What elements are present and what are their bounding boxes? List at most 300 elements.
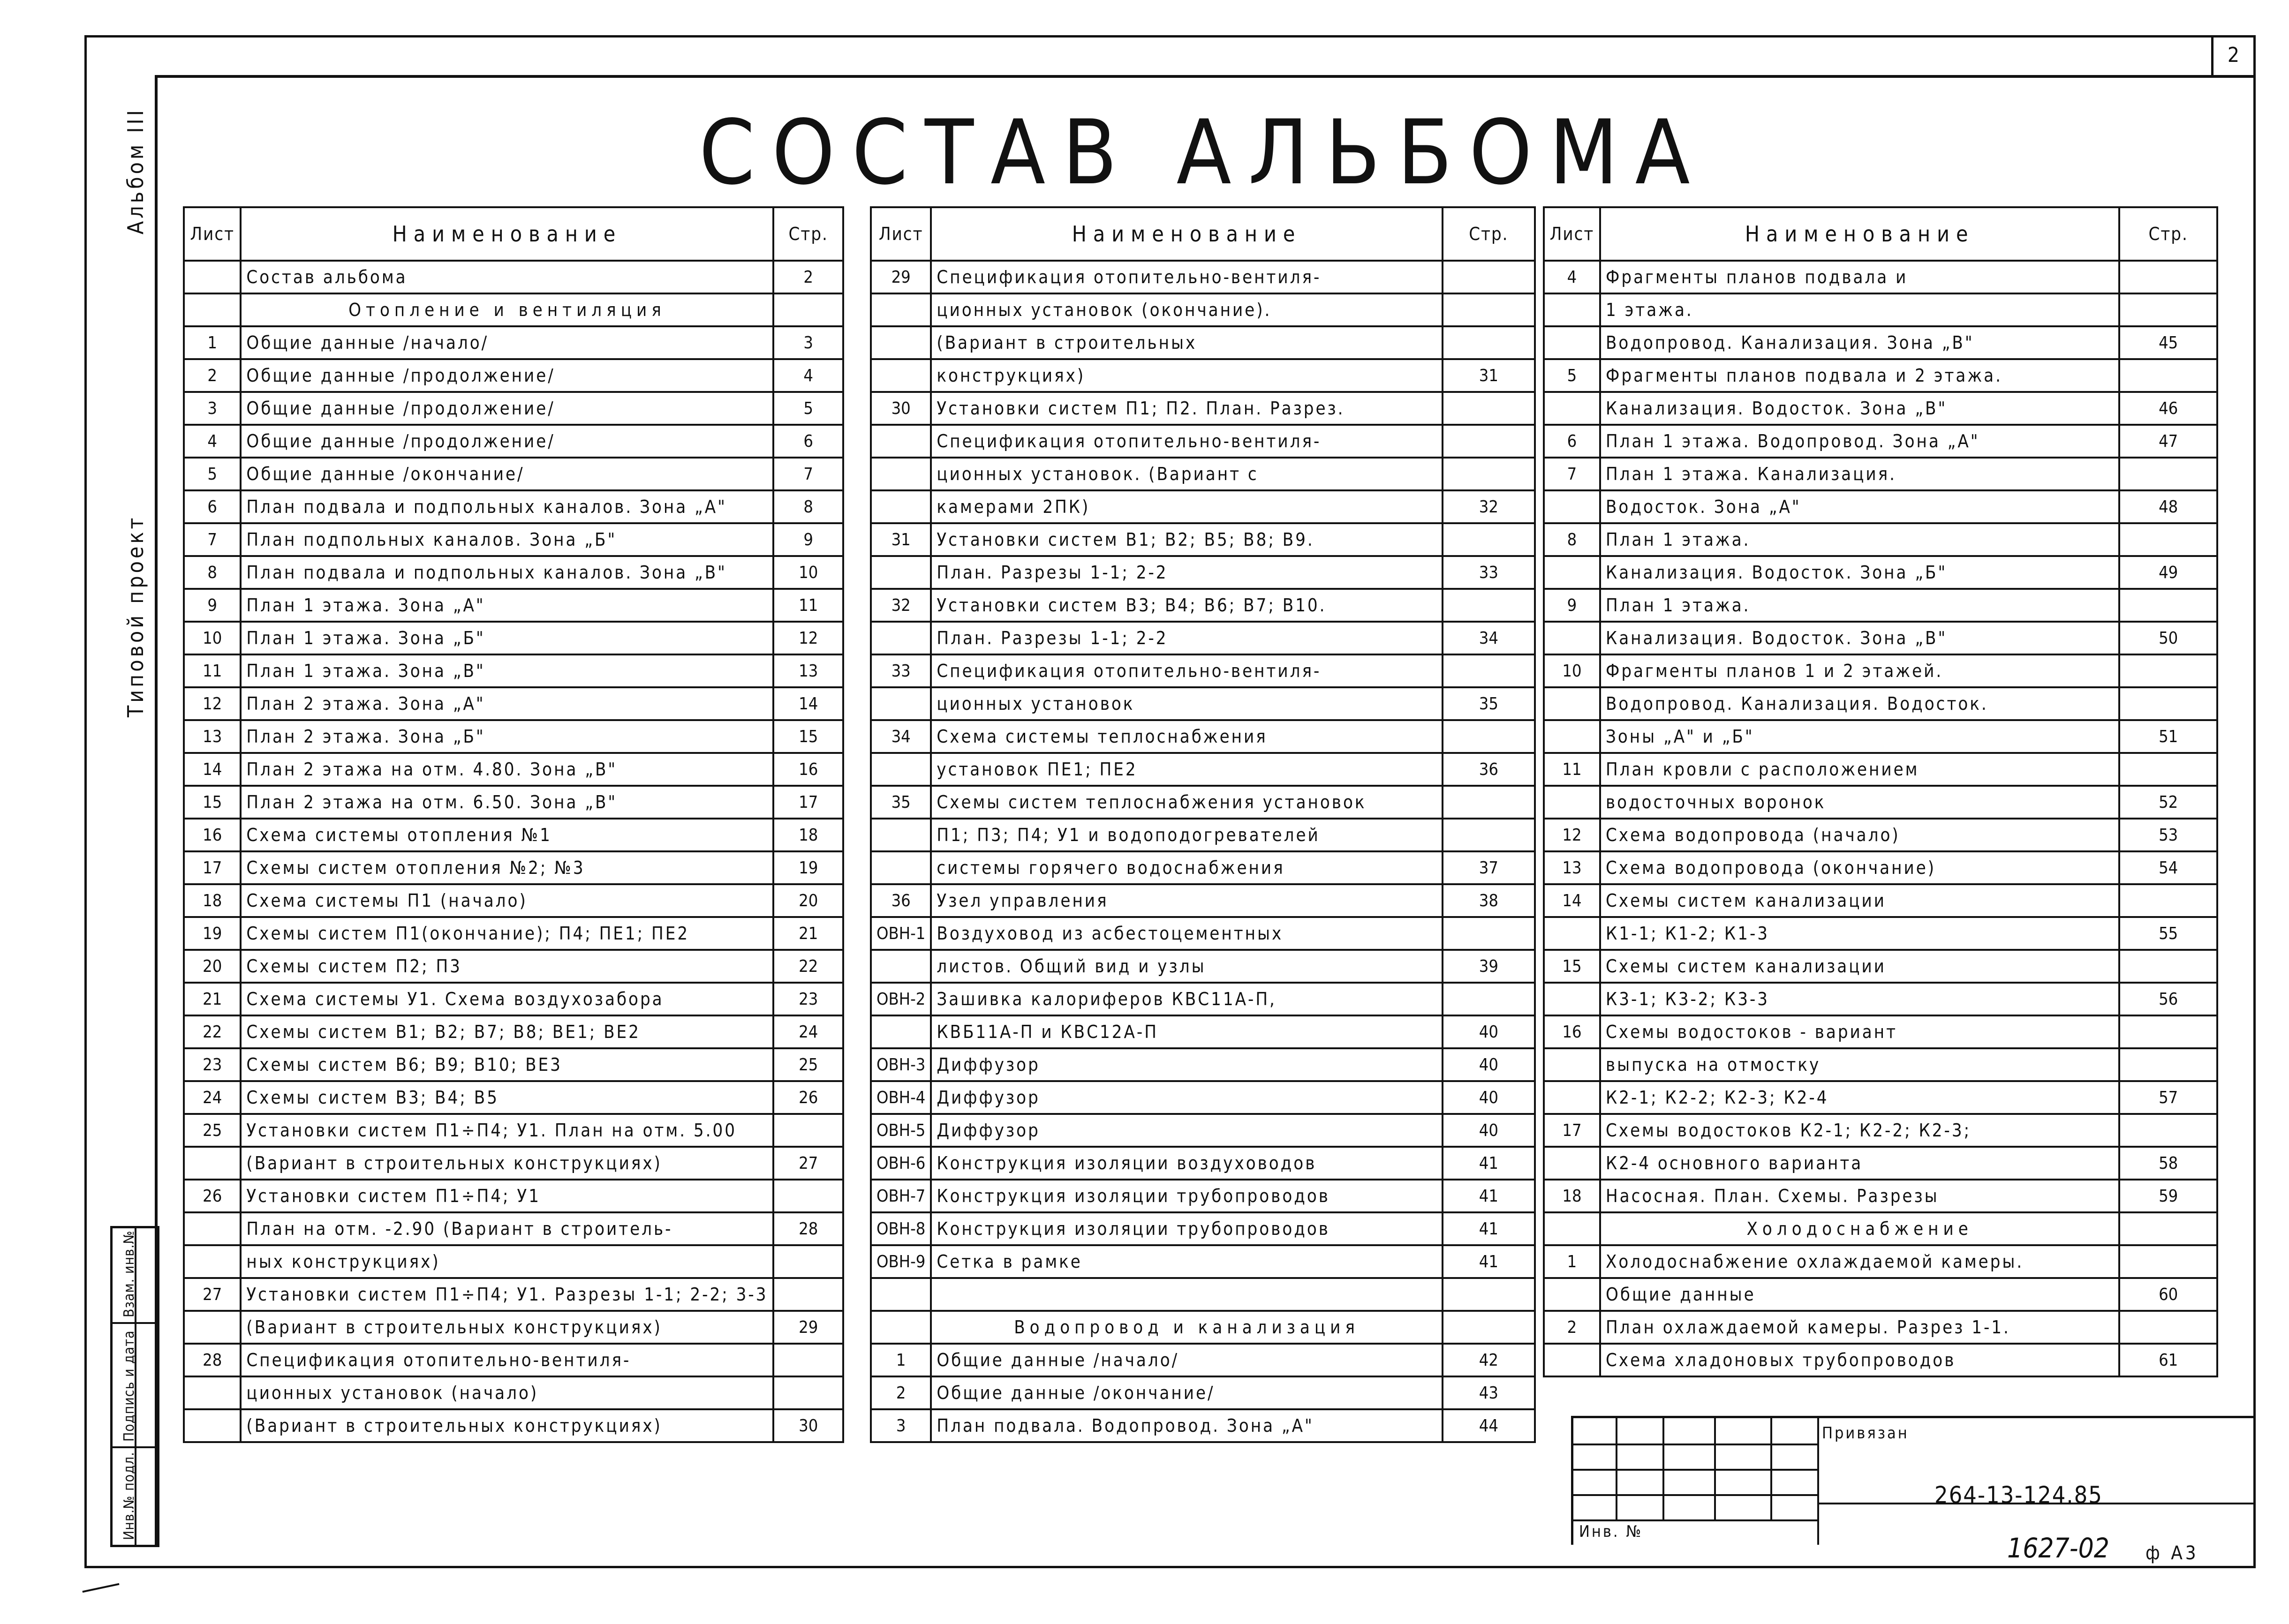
toc-row xyxy=(184,753,843,786)
page-ref xyxy=(1443,983,1535,1015)
toc-row xyxy=(871,1344,1535,1376)
toc-row xyxy=(184,556,843,589)
page-ref xyxy=(2119,589,2217,622)
page-ref xyxy=(773,1180,843,1212)
page-ref: 34 xyxy=(1443,622,1535,654)
sheet-number xyxy=(1544,1147,1600,1180)
sheet-number: ОВН-3 xyxy=(871,1048,931,1081)
toc-row xyxy=(871,1114,1535,1147)
entry-name: Общие данные /продолжение/ xyxy=(241,425,773,458)
entry-name: Конструкция изоляции воздуховодов xyxy=(931,1147,1442,1180)
entry-name: выпуска на отмостку xyxy=(1600,1048,2119,1081)
sheet-number: 9 xyxy=(1544,589,1600,622)
page-ref: 15 xyxy=(773,720,843,753)
header-sheet: Лист xyxy=(1544,207,1600,261)
toc-row xyxy=(1544,1114,2217,1147)
entry-name: План 1 этажа. Водопровод. Зона „А" xyxy=(1600,425,2119,458)
entry-name: системы горячего водоснабжения xyxy=(931,851,1442,884)
page-ref: 38 xyxy=(1443,884,1535,917)
entry-name: Спецификация отопительно-вентиля- xyxy=(931,654,1442,687)
page-ref: 46 xyxy=(2119,392,2217,425)
entry-name xyxy=(931,1278,1442,1311)
entry-name: Схемы систем В1; В2; В7; В8; ВЕ1; ВЕ2 xyxy=(241,1015,773,1048)
toc-row xyxy=(184,490,843,523)
entry-name: План на отм. -2.90 (Вариант в строитель- xyxy=(241,1212,773,1245)
entry-name: Состав альбома xyxy=(241,261,773,293)
inv-orig-label: Инв.№ подл. xyxy=(121,1451,137,1540)
toc-row xyxy=(184,1245,843,1278)
page-ref xyxy=(1443,1278,1535,1311)
page-ref xyxy=(1443,458,1535,490)
toc-row xyxy=(184,425,843,458)
sheet-number: 3 xyxy=(184,392,241,425)
toc-row xyxy=(1544,753,2217,786)
toc-row xyxy=(871,293,1535,326)
toc-row xyxy=(871,261,1535,293)
attached-label: Привязан xyxy=(1822,1424,1909,1443)
sheet-number: 11 xyxy=(1544,753,1600,786)
entry-name: Схема системы отопления №1 xyxy=(241,819,773,851)
sheet-number: 33 xyxy=(871,654,931,687)
sheet-number xyxy=(184,261,241,293)
sheet-number: 24 xyxy=(184,1081,241,1114)
sheet-number xyxy=(871,819,931,851)
toc-row xyxy=(871,1278,1535,1311)
page-ref xyxy=(773,1344,843,1376)
sheet-number xyxy=(871,753,931,786)
page-ref xyxy=(1443,293,1535,326)
toc-row xyxy=(871,819,1535,851)
toc-row xyxy=(1544,1180,2217,1212)
sheet-number xyxy=(1544,1278,1600,1311)
toc-row xyxy=(184,1147,843,1180)
page-ref: 59 xyxy=(2119,1180,2217,1212)
entry-name: Схемы систем В6; В9; В10; ВЕ3 xyxy=(241,1048,773,1081)
entry-name: Общие данные /начало/ xyxy=(931,1344,1442,1376)
entry-name: Общие данные /окончание/ xyxy=(931,1376,1442,1409)
entry-name: План 2 этажа на отм. 6.50. Зона „В" xyxy=(241,786,773,819)
toc-row xyxy=(1544,359,2217,392)
entry-name: Общие данные /начало/ xyxy=(241,326,773,359)
document-code: 264-13-124.85 xyxy=(1934,1481,2103,1509)
page-ref: 33 xyxy=(1443,556,1535,589)
page-ref xyxy=(1443,326,1535,359)
page-ref: 7 xyxy=(773,458,843,490)
toc-row xyxy=(1544,1048,2217,1081)
entry-name: План подпольных каналов. Зона „Б" xyxy=(241,523,773,556)
sheet-number: 13 xyxy=(1544,851,1600,884)
page-ref: 47 xyxy=(2119,425,2217,458)
entry-name: Насосная. План. Схемы. Разрезы xyxy=(1600,1180,2119,1212)
sheet-number: ОВН-2 xyxy=(871,983,931,1015)
page-ref: 36 xyxy=(1443,753,1535,786)
entry-name: Спецификация отопительно-вентиля- xyxy=(931,425,1442,458)
toc-row xyxy=(184,523,843,556)
page-ref: 25 xyxy=(773,1048,843,1081)
page-ref: 21 xyxy=(773,917,843,950)
toc-row xyxy=(184,851,843,884)
toc-row xyxy=(871,1147,1535,1180)
sheet-number: 5 xyxy=(184,458,241,490)
sheet-number: 4 xyxy=(1544,261,1600,293)
sheet-number xyxy=(1544,786,1600,819)
sheet-number xyxy=(1544,917,1600,950)
entry-name: Спецификация отопительно-вентиля- xyxy=(241,1344,773,1376)
page-ref: 41 xyxy=(1443,1180,1535,1212)
entry-name: ных конструкциях) xyxy=(241,1245,773,1278)
toc-row xyxy=(1544,326,2217,359)
page-ref xyxy=(1443,589,1535,622)
header-sheet: Лист xyxy=(871,207,931,261)
toc-row xyxy=(1544,490,2217,523)
entry-name: Конструкция изоляции трубопроводов xyxy=(931,1180,1442,1212)
sheet-number xyxy=(871,359,931,392)
entry-name: Установки систем В1; В2; В5; В8; В9. xyxy=(931,523,1442,556)
entry-name: Водопровод. Канализация. Зона „В" xyxy=(1600,326,2119,359)
toc-row xyxy=(871,1376,1535,1409)
entry-name: Спецификация отопительно-вентиля- xyxy=(931,261,1442,293)
sheet-number: 17 xyxy=(1544,1114,1600,1147)
entry-name: Фрагменты планов подвала и 2 этажа. xyxy=(1600,359,2119,392)
page-ref xyxy=(773,1114,843,1147)
page-ref: 40 xyxy=(1443,1114,1535,1147)
page-ref: 58 xyxy=(2119,1147,2217,1180)
sheet-number: 25 xyxy=(184,1114,241,1147)
sheet-number xyxy=(1544,622,1600,654)
entry-name: К3-1; К3-2; К3-3 xyxy=(1600,983,2119,1015)
header-name: Наименование xyxy=(1600,207,2119,261)
toc-row xyxy=(184,392,843,425)
toc-row xyxy=(871,1212,1535,1245)
page-ref xyxy=(1443,1311,1535,1344)
page-ref xyxy=(2119,687,2217,720)
toc-row xyxy=(871,1180,1535,1212)
toc-row xyxy=(184,950,843,983)
page-ref: 32 xyxy=(1443,490,1535,523)
inv-number-label: Инв. № xyxy=(1579,1522,1643,1541)
toc-row xyxy=(184,622,843,654)
page-ref: 8 xyxy=(773,490,843,523)
page-ref xyxy=(773,1245,843,1278)
sheet-number xyxy=(184,1212,241,1245)
entry-name: План 1 этажа. Зона „А" xyxy=(241,589,773,622)
sheet-number: 6 xyxy=(1544,425,1600,458)
page-ref: 41 xyxy=(1443,1147,1535,1180)
toc-row xyxy=(184,1081,843,1114)
toc-row xyxy=(184,1212,843,1245)
toc-row xyxy=(871,589,1535,622)
sheet-number: 1 xyxy=(1544,1245,1600,1278)
page-ref: 11 xyxy=(773,589,843,622)
page-ref: 3 xyxy=(773,326,843,359)
page-ref: 29 xyxy=(773,1311,843,1344)
entry-name: План кровли с расположением xyxy=(1600,753,2119,786)
entry-name: Схемы систем В3; В4; В5 xyxy=(241,1081,773,1114)
toc-row xyxy=(871,786,1535,819)
sheet-number: 3 xyxy=(871,1409,931,1442)
sheet-number: 28 xyxy=(184,1344,241,1376)
toc-row xyxy=(871,392,1535,425)
sheet-number: ОВН-1 xyxy=(871,917,931,950)
page-ref: 10 xyxy=(773,556,843,589)
toc-row xyxy=(1544,1147,2217,1180)
sheet-number: 14 xyxy=(184,753,241,786)
entry-name: 1 этажа. xyxy=(1600,293,2119,326)
toc-row xyxy=(184,1344,843,1376)
toc-row xyxy=(871,523,1535,556)
toc-row xyxy=(184,654,843,687)
sheet-number xyxy=(1544,326,1600,359)
toc-row xyxy=(1544,917,2217,950)
sheet-number: 7 xyxy=(1544,458,1600,490)
page-ref: 24 xyxy=(773,1015,843,1048)
title-block xyxy=(1571,1416,2253,1545)
entry-name: Сетка в рамке xyxy=(931,1245,1442,1278)
header-sheet: Лист xyxy=(184,207,241,261)
entry-name: камерами 2ПК) xyxy=(931,490,1442,523)
toc-row xyxy=(1544,950,2217,983)
sheet-number xyxy=(1544,392,1600,425)
entry-name: План 2 этажа на отм. 4.80. Зона „В" xyxy=(241,753,773,786)
sheet-number: 15 xyxy=(1544,950,1600,983)
page-ref xyxy=(1443,261,1535,293)
page-ref xyxy=(2119,1245,2217,1278)
sheet-number: 8 xyxy=(184,556,241,589)
entry-name: Схема системы П1 (начало) xyxy=(241,884,773,917)
sheet-number: 18 xyxy=(184,884,241,917)
entry-name: Общие данные /окончание/ xyxy=(241,458,773,490)
page-ref: 31 xyxy=(1443,359,1535,392)
page-ref xyxy=(2119,884,2217,917)
page-ref: 45 xyxy=(2119,326,2217,359)
entry-name: План. Разрезы 1-1; 2-2 xyxy=(931,622,1442,654)
sheet-number: 16 xyxy=(1544,1015,1600,1048)
entry-name: водосточных воронок xyxy=(1600,786,2119,819)
toc-row xyxy=(871,1311,1535,1344)
entry-name: (Вариант в строительных конструкциях) xyxy=(241,1147,773,1180)
page-ref xyxy=(1443,425,1535,458)
sheet-number xyxy=(871,687,931,720)
page-ref: 35 xyxy=(1443,687,1535,720)
page-ref: 23 xyxy=(773,983,843,1015)
toc-row xyxy=(871,851,1535,884)
entry-name: План 1 этажа. xyxy=(1600,589,2119,622)
page-ref xyxy=(2119,1015,2217,1048)
page-ref xyxy=(1443,786,1535,819)
sheet-number xyxy=(871,1015,931,1048)
toc-row xyxy=(871,425,1535,458)
entry-name: Зашивка калориферов КВС11А-П, xyxy=(931,983,1442,1015)
toc-row xyxy=(184,819,843,851)
entry-name: Схемы водостоков К2-1; К2-2; К2-3; xyxy=(1600,1114,2119,1147)
album-title: СОСТАВ АЛЬБОМА xyxy=(699,101,1707,204)
page-ref xyxy=(2119,1311,2217,1344)
entry-name: Зоны „А" и „Б" xyxy=(1600,720,2119,753)
sheet-number xyxy=(1544,983,1600,1015)
entry-name: План 1 этажа. xyxy=(1600,523,2119,556)
sheet-number xyxy=(871,1311,931,1344)
sheet-number: ОВН-9 xyxy=(871,1245,931,1278)
entry-name: План 2 этажа. Зона „Б" xyxy=(241,720,773,753)
toc-row xyxy=(1544,556,2217,589)
toc-row xyxy=(871,556,1535,589)
toc-row xyxy=(184,687,843,720)
entry-name: (Вариант в строительных конструкциях) xyxy=(241,1311,773,1344)
toc-row xyxy=(1544,392,2217,425)
entry-name: КВБ11А-П и КВС12А-П xyxy=(931,1015,1442,1048)
sheet-number: 2 xyxy=(871,1376,931,1409)
sheet-number: 22 xyxy=(184,1015,241,1048)
margin-mark xyxy=(82,1583,119,1593)
entry-name: Схемы водостоков - вариант xyxy=(1600,1015,2119,1048)
sheet-number: 7 xyxy=(184,523,241,556)
entry-name: Схема хладоновых трубопроводов xyxy=(1600,1344,2119,1376)
toc-row xyxy=(1544,654,2217,687)
page-ref: 12 xyxy=(773,622,843,654)
side-stamp-strip xyxy=(110,1226,159,1547)
toc-row xyxy=(871,1409,1535,1442)
page-ref xyxy=(2119,950,2217,983)
entry-name: К2-4 основного варианта xyxy=(1600,1147,2119,1180)
toc-row xyxy=(871,720,1535,753)
header-name: Наименование xyxy=(931,207,1442,261)
side-label-project: Типовой проект xyxy=(123,515,148,717)
sheet-number: 32 xyxy=(871,589,931,622)
toc-row xyxy=(184,293,843,326)
toc-row xyxy=(871,1081,1535,1114)
toc-row xyxy=(1544,1212,2217,1245)
toc-row xyxy=(184,1409,843,1442)
page-ref: 57 xyxy=(2119,1081,2217,1114)
sheet-number: 23 xyxy=(184,1048,241,1081)
sheet-number: 10 xyxy=(184,622,241,654)
page-ref: 55 xyxy=(2119,917,2217,950)
toc-row xyxy=(184,458,843,490)
entry-name: Схема водопровода (окончание) xyxy=(1600,851,2119,884)
entry-name: Общие данные /продолжение/ xyxy=(241,392,773,425)
entry-name: П1; П3; П4; У1 и водоподогревателей xyxy=(931,819,1442,851)
entry-name: Канализация. Водосток. Зона „В" xyxy=(1600,392,2119,425)
page-ref xyxy=(2119,1048,2217,1081)
sheet-number: ОВН-5 xyxy=(871,1114,931,1147)
toc-row xyxy=(184,1311,843,1344)
toc-row xyxy=(871,490,1535,523)
toc-row xyxy=(184,1278,843,1311)
sheet-number: 26 xyxy=(184,1180,241,1212)
sheet-number: ОВН-4 xyxy=(871,1081,931,1114)
entry-name: Схема системы У1. Схема воздухозабора xyxy=(241,983,773,1015)
sheet-number xyxy=(1544,687,1600,720)
page-ref: 13 xyxy=(773,654,843,687)
toc-row xyxy=(184,261,843,293)
toc-row xyxy=(871,458,1535,490)
entry-name: Фрагменты планов 1 и 2 этажей. xyxy=(1600,654,2119,687)
sheet-number xyxy=(1544,293,1600,326)
entry-name: Схемы систем П1(окончание); П4; ПЕ1; ПЕ2 xyxy=(241,917,773,950)
entry-name: Отопление и вентиляция xyxy=(241,293,773,326)
sheet-number: 2 xyxy=(184,359,241,392)
sheet-number xyxy=(871,851,931,884)
sheet-number: 5 xyxy=(1544,359,1600,392)
sheet-number xyxy=(871,490,931,523)
sheet-number: 21 xyxy=(184,983,241,1015)
entry-name: План охлаждаемой камеры. Разрез 1-1. xyxy=(1600,1311,2119,1344)
toc-row xyxy=(1544,1278,2217,1311)
entry-name: Диффузор xyxy=(931,1114,1442,1147)
sheet-number: 12 xyxy=(1544,819,1600,851)
entry-name: Фрагменты планов подвала и xyxy=(1600,261,2119,293)
page-ref: 39 xyxy=(1443,950,1535,983)
sheet-number: 11 xyxy=(184,654,241,687)
sheet-number: 27 xyxy=(184,1278,241,1311)
toc-row xyxy=(871,753,1535,786)
toc-row xyxy=(184,1114,843,1147)
sheet-number: 35 xyxy=(871,786,931,819)
entry-name: ционных установок xyxy=(931,687,1442,720)
toc-row xyxy=(184,359,843,392)
sheet-number: 31 xyxy=(871,523,931,556)
entry-name: Холодоснабжение xyxy=(1600,1212,2119,1245)
entry-name: План подвала. Водопровод. Зона „А" xyxy=(931,1409,1442,1442)
entry-name: Установки систем П1; П2. План. Разрез. xyxy=(931,392,1442,425)
toc-row xyxy=(184,1376,843,1409)
sheet-number: ОВН-8 xyxy=(871,1212,931,1245)
page-ref: 4 xyxy=(773,359,843,392)
sheet-number: 13 xyxy=(184,720,241,753)
sheet-number: 15 xyxy=(184,786,241,819)
entry-name: Общие данные /продолжение/ xyxy=(241,359,773,392)
page-ref: 9 xyxy=(773,523,843,556)
entry-name: План подвала и подпольных каналов. Зона „А" xyxy=(241,490,773,523)
entry-name: (Вариант в строительных конструкциях) xyxy=(241,1409,773,1442)
sheet-number xyxy=(1544,1212,1600,1245)
sheet-number: 1 xyxy=(184,326,241,359)
entry-name: Конструкция изоляции трубопроводов xyxy=(931,1212,1442,1245)
toc-row xyxy=(1544,1081,2217,1114)
toc-row xyxy=(871,687,1535,720)
sheet-number: ОВН-7 xyxy=(871,1180,931,1212)
toc-row xyxy=(1544,261,2217,293)
entry-name: ционных установок (окончание). xyxy=(931,293,1442,326)
sheet-number xyxy=(1544,1344,1600,1376)
page-ref: 20 xyxy=(773,884,843,917)
sheet-number xyxy=(871,293,931,326)
format-mark: ф А3 xyxy=(2145,1542,2199,1564)
sheet-number xyxy=(1544,490,1600,523)
page-ref: 16 xyxy=(773,753,843,786)
toc-row xyxy=(1544,1311,2217,1344)
entry-name: ционных установок. (Вариант с xyxy=(931,458,1442,490)
entry-name: Установки систем П1÷П4; У1. План на отм. 5.00 xyxy=(241,1114,773,1147)
page-ref xyxy=(2119,1114,2217,1147)
sheet-number xyxy=(184,1409,241,1442)
toc-row xyxy=(1544,786,2217,819)
sheet-number xyxy=(184,1147,241,1180)
entry-name: Водосток. Зона „А" xyxy=(1600,490,2119,523)
page-ref: 6 xyxy=(773,425,843,458)
entry-name: Установки систем П1÷П4; У1. Разрезы 1-1; 2-2; 3-3 xyxy=(241,1278,773,1311)
entry-name: Общие данные xyxy=(1600,1278,2119,1311)
page-ref: 14 xyxy=(773,687,843,720)
sheet-number xyxy=(871,425,931,458)
entry-name: конструкциях) xyxy=(931,359,1442,392)
page-ref: 18 xyxy=(773,819,843,851)
page-ref: 49 xyxy=(2119,556,2217,589)
toc-table-1 xyxy=(183,206,844,1443)
sheet-number xyxy=(1544,1048,1600,1081)
entry-name: Схемы систем отопления №2; №3 xyxy=(241,851,773,884)
page-ref: 2 xyxy=(773,261,843,293)
